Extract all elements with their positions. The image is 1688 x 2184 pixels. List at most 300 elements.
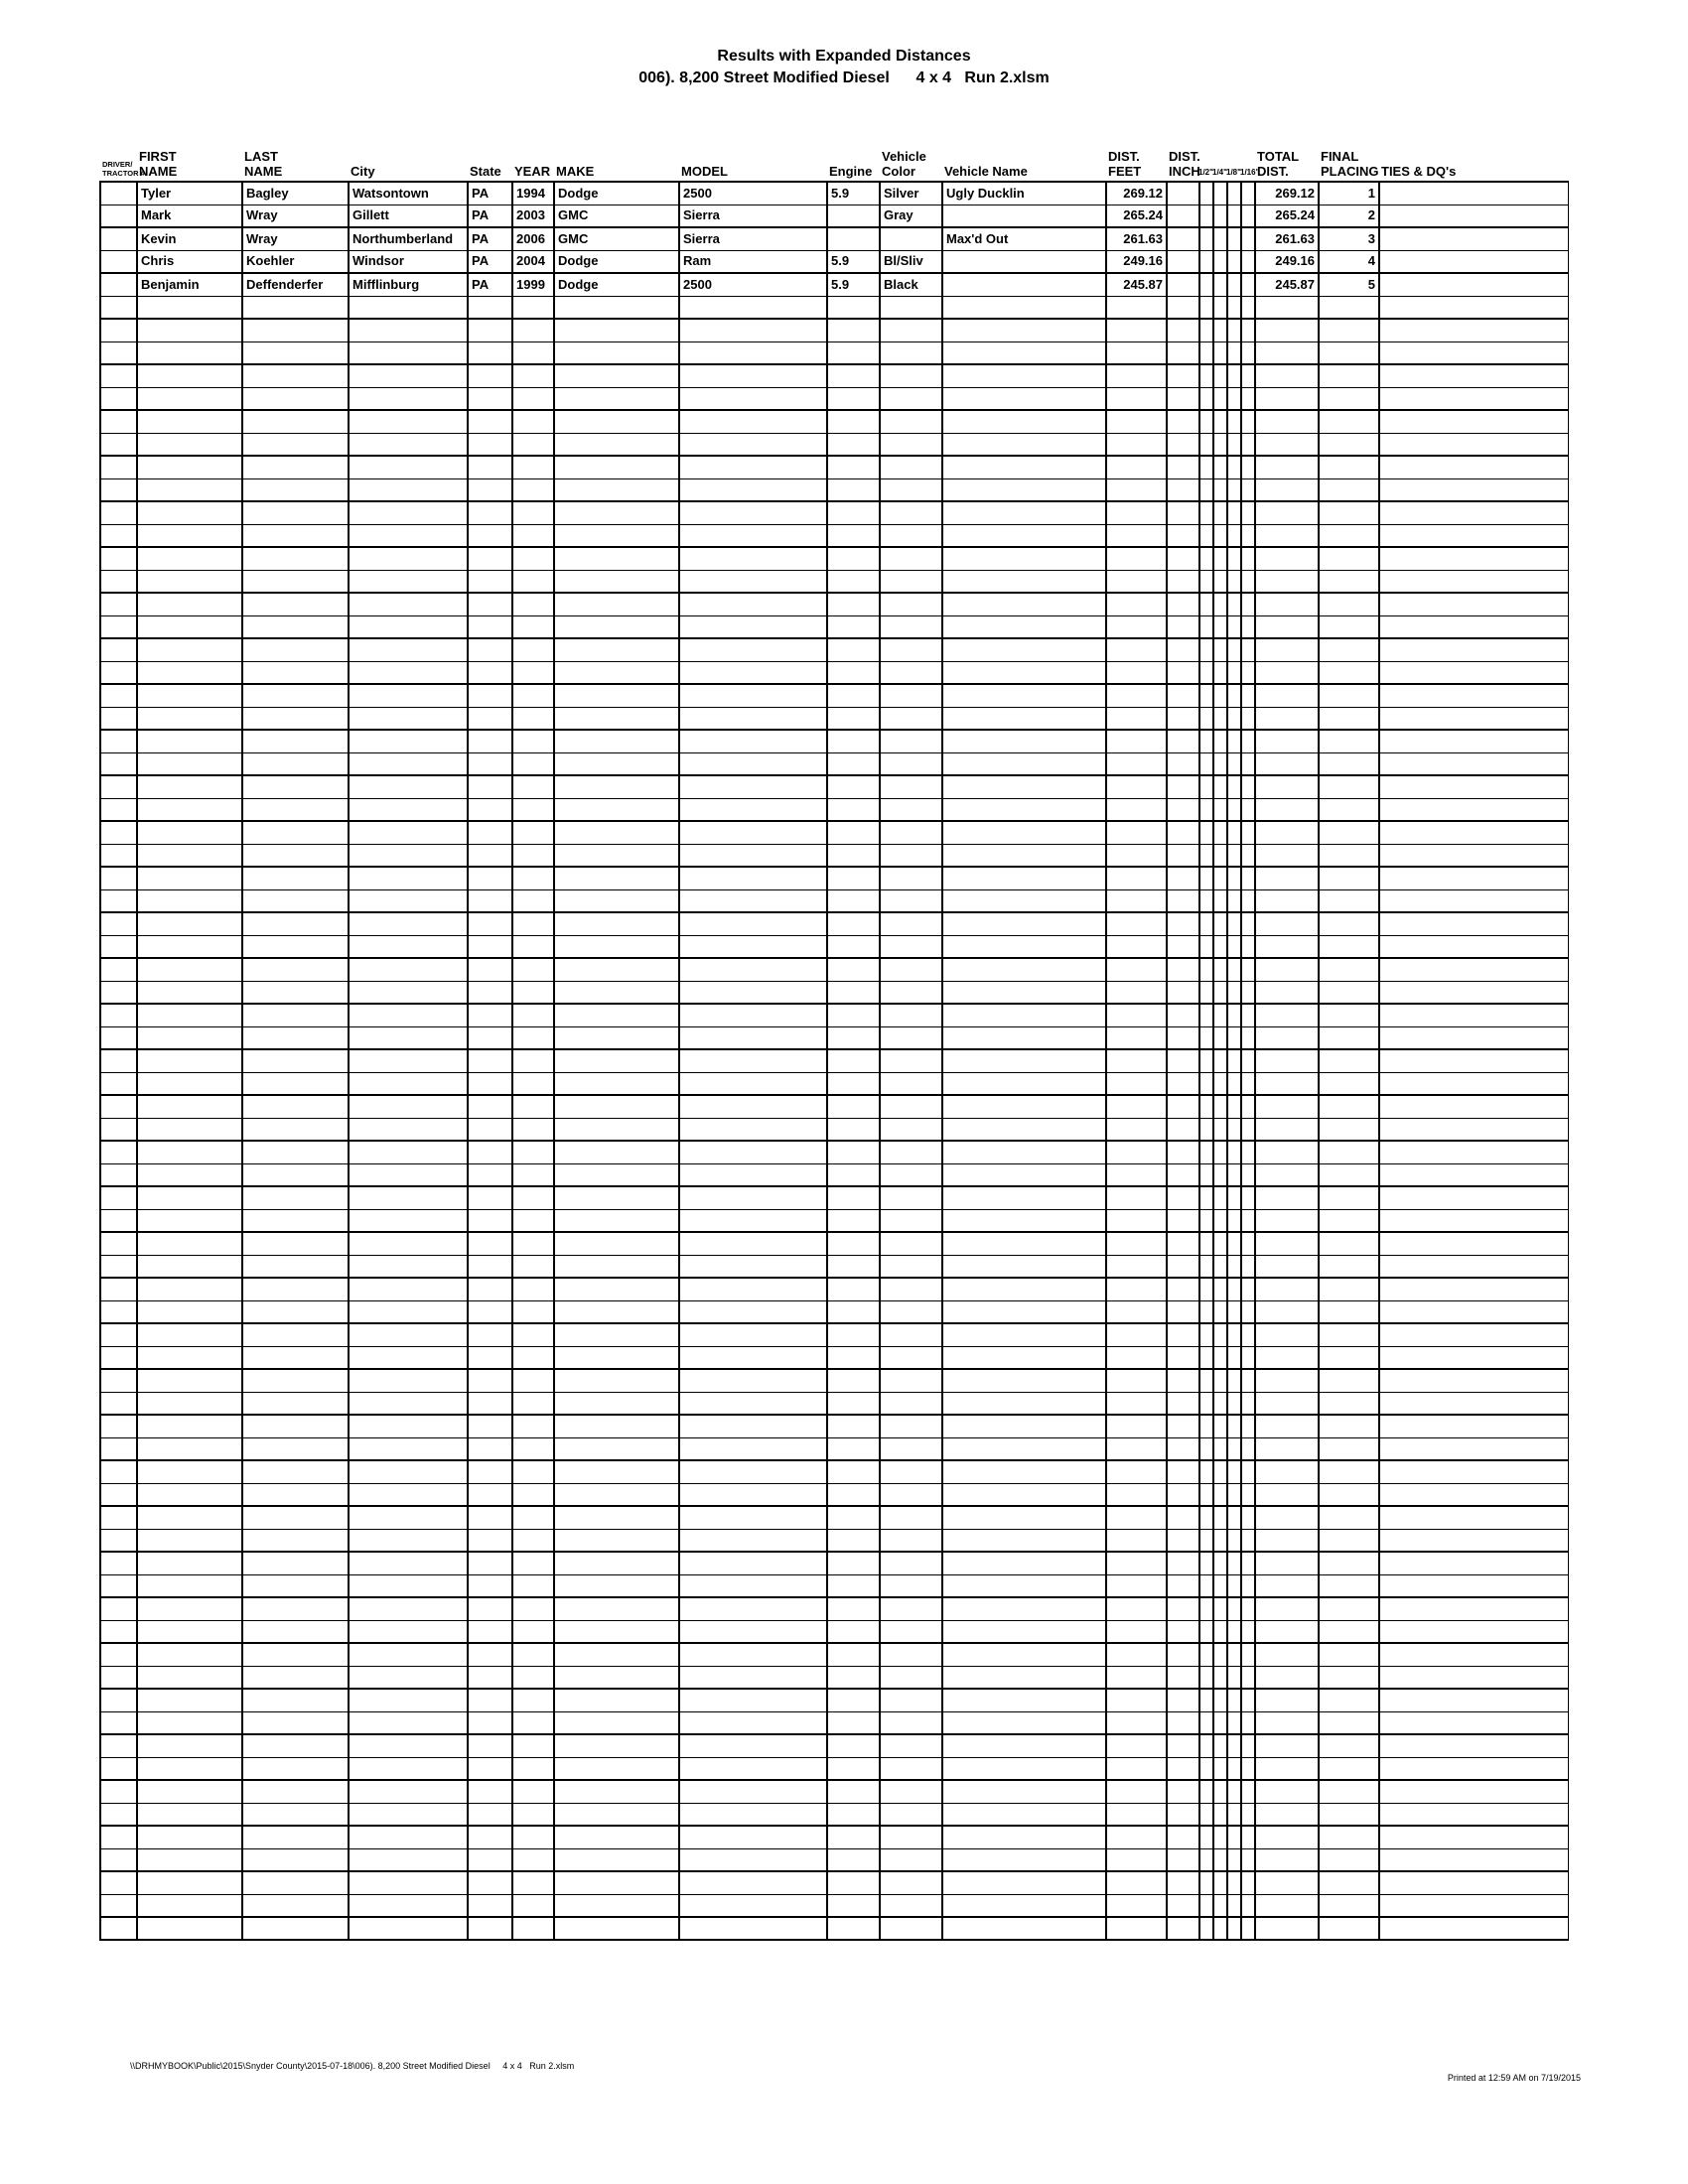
cell-f2: [1199, 661, 1213, 684]
cell-feet: [1106, 1803, 1167, 1826]
cell-state: [468, 547, 512, 570]
column-headers: [99, 133, 1567, 181]
cell-f8: [1227, 775, 1241, 798]
cell-total: [1255, 1734, 1319, 1757]
empty-row: [100, 912, 1568, 935]
cell-engine: [827, 1369, 880, 1392]
cell-year: [512, 1780, 554, 1803]
cell-vname: [942, 1255, 1106, 1278]
cell-vname: [942, 912, 1106, 935]
cell-inch: [1167, 844, 1199, 867]
cell-vname: [942, 1415, 1106, 1437]
empty-row: [100, 889, 1568, 912]
col-header-line2: 1/2": [1198, 168, 1213, 177]
cell-f2: [1199, 752, 1213, 775]
cell-f2: [1199, 296, 1213, 319]
cell-color: [880, 1392, 942, 1415]
cell-vname: [942, 1095, 1106, 1118]
cell-placing: [1319, 1141, 1379, 1163]
cell-color: [880, 730, 942, 752]
cell-state: [468, 752, 512, 775]
cell-tractor: [100, 775, 137, 798]
cell-vname: [942, 364, 1106, 387]
cell-model: [679, 547, 827, 570]
cell-make: [554, 1369, 679, 1392]
cell-color: [880, 912, 942, 935]
empty-row: [100, 410, 1568, 433]
cell-f16: [1241, 1437, 1255, 1460]
cell-total: [1255, 501, 1319, 524]
cell-f2: [1199, 1323, 1213, 1346]
cell-inch: [1167, 1278, 1199, 1300]
cell-year: [512, 1346, 554, 1369]
cell-state: [468, 456, 512, 478]
cell-engine: [827, 547, 880, 570]
cell-tractor: [100, 1826, 137, 1848]
cell-ties: [1379, 387, 1568, 410]
cell-make: [554, 889, 679, 912]
cell-inch: [1167, 1004, 1199, 1026]
cell-f4: [1213, 1460, 1227, 1483]
cell-placing: [1319, 547, 1379, 570]
cell-last: [242, 501, 349, 524]
cell-make: [554, 1323, 679, 1346]
cell-engine: [827, 1049, 880, 1072]
cell-total: [1255, 1415, 1319, 1437]
cell-vname: [942, 1392, 1106, 1415]
cell-model: [679, 1186, 827, 1209]
cell-make: [554, 1004, 679, 1026]
cell-first: [137, 775, 242, 798]
cell-total: [1255, 387, 1319, 410]
cell-vname: [942, 844, 1106, 867]
empty-row: [100, 1917, 1568, 1940]
cell-last: [242, 1689, 349, 1711]
cell-feet: [1106, 1072, 1167, 1095]
cell-engine: [827, 1780, 880, 1803]
cell-make: [554, 1734, 679, 1757]
cell-f8: [1227, 319, 1241, 341]
empty-row: [100, 1460, 1568, 1483]
cell-state: [468, 844, 512, 867]
cell-f16: [1241, 1209, 1255, 1232]
cell-f4: [1213, 547, 1227, 570]
cell-city: [349, 1323, 468, 1346]
cell-city: [349, 1186, 468, 1209]
cell-f2: [1199, 1917, 1213, 1940]
empty-row: [100, 867, 1568, 889]
cell-city: [349, 1506, 468, 1529]
cell-model: Sierra: [679, 227, 827, 250]
cell-model: [679, 1004, 827, 1026]
cell-f2: [1199, 981, 1213, 1004]
cell-year: [512, 1072, 554, 1095]
cell-inch: [1167, 707, 1199, 730]
cell-total: [1255, 547, 1319, 570]
cell-first: [137, 1552, 242, 1574]
cell-placing: [1319, 1049, 1379, 1072]
cell-make: [554, 433, 679, 456]
empty-row: [100, 844, 1568, 867]
cell-make: [554, 547, 679, 570]
cell-ties: [1379, 1255, 1568, 1278]
cell-model: [679, 593, 827, 615]
cell-f16: [1241, 547, 1255, 570]
cell-inch: [1167, 570, 1199, 593]
cell-last: [242, 775, 349, 798]
cell-placing: [1319, 1232, 1379, 1255]
cell-city: [349, 638, 468, 661]
cell-make: [554, 1186, 679, 1209]
cell-tractor: [100, 867, 137, 889]
cell-state: [468, 478, 512, 501]
cell-f16: [1241, 478, 1255, 501]
empty-row: [100, 1734, 1568, 1757]
cell-f8: [1227, 250, 1241, 273]
cell-year: [512, 1552, 554, 1574]
cell-placing: [1319, 433, 1379, 456]
cell-f16: [1241, 250, 1255, 273]
cell-model: [679, 1278, 827, 1300]
cell-placing: [1319, 1437, 1379, 1460]
cell-model: [679, 433, 827, 456]
cell-feet: [1106, 478, 1167, 501]
cell-total: [1255, 1803, 1319, 1826]
col-header-line2: DIST.: [1257, 164, 1289, 179]
cell-inch: [1167, 1392, 1199, 1415]
cell-color: [880, 981, 942, 1004]
cell-vname: [942, 1574, 1106, 1597]
cell-engine: [827, 1529, 880, 1552]
cell-first: [137, 1917, 242, 1940]
cell-tractor: [100, 1780, 137, 1803]
cell-total: 269.12: [1255, 182, 1319, 205]
cell-total: [1255, 1095, 1319, 1118]
col-header-line1: FIRST: [139, 149, 177, 164]
cell-tractor: [100, 752, 137, 775]
empty-row: [100, 1666, 1568, 1689]
cell-state: [468, 1141, 512, 1163]
cell-placing: [1319, 638, 1379, 661]
cell-f16: [1241, 935, 1255, 958]
cell-total: [1255, 775, 1319, 798]
cell-last: [242, 1072, 349, 1095]
col-header-total: [1254, 149, 1318, 181]
cell-last: [242, 1757, 349, 1780]
cell-total: [1255, 1392, 1319, 1415]
cell-first: [137, 1026, 242, 1049]
cell-engine: [827, 1757, 880, 1780]
cell-f2: [1199, 1437, 1213, 1460]
cell-last: [242, 387, 349, 410]
cell-f2: [1199, 707, 1213, 730]
cell-engine: [827, 1711, 880, 1734]
cell-make: [554, 1529, 679, 1552]
cell-year: [512, 661, 554, 684]
cell-state: [468, 1300, 512, 1323]
cell-last: [242, 1894, 349, 1917]
cell-f2: [1199, 1803, 1213, 1826]
cell-city: [349, 1803, 468, 1826]
cell-placing: [1319, 364, 1379, 387]
empty-row: [100, 1437, 1568, 1460]
cell-first: [137, 387, 242, 410]
cell-tractor: [100, 1232, 137, 1255]
cell-last: [242, 752, 349, 775]
cell-color: [880, 387, 942, 410]
cell-f2: [1199, 1620, 1213, 1643]
cell-inch: [1167, 1049, 1199, 1072]
cell-placing: [1319, 1552, 1379, 1574]
cell-city: [349, 341, 468, 364]
cell-color: [880, 867, 942, 889]
cell-inch: [1167, 1118, 1199, 1141]
cell-city: [349, 1871, 468, 1894]
cell-feet: [1106, 1620, 1167, 1643]
cell-year: [512, 364, 554, 387]
cell-make: [554, 1620, 679, 1643]
cell-city: [349, 387, 468, 410]
cell-color: [880, 1871, 942, 1894]
cell-f8: [1227, 935, 1241, 958]
cell-feet: [1106, 1255, 1167, 1278]
cell-first: [137, 1597, 242, 1620]
cell-city: [349, 867, 468, 889]
cell-feet: [1106, 844, 1167, 867]
cell-f4: [1213, 1163, 1227, 1186]
cell-total: 245.87: [1255, 273, 1319, 296]
cell-model: [679, 707, 827, 730]
cell-f4: [1213, 912, 1227, 935]
cell-state: [468, 867, 512, 889]
cell-f8: [1227, 410, 1241, 433]
cell-vname: [942, 1049, 1106, 1072]
cell-state: [468, 889, 512, 912]
cell-city: [349, 1711, 468, 1734]
cell-vname: [942, 1620, 1106, 1643]
cell-tractor: [100, 958, 137, 981]
cell-first: [137, 1483, 242, 1506]
cell-total: [1255, 730, 1319, 752]
cell-vname: [942, 593, 1106, 615]
cell-f2: [1199, 1597, 1213, 1620]
cell-placing: [1319, 1300, 1379, 1323]
cell-city: [349, 1392, 468, 1415]
cell-f2: [1199, 570, 1213, 593]
cell-feet: [1106, 638, 1167, 661]
cell-inch: [1167, 1597, 1199, 1620]
cell-last: [242, 798, 349, 821]
cell-f2: [1199, 1392, 1213, 1415]
cell-make: [554, 478, 679, 501]
cell-ties: [1379, 1049, 1568, 1072]
cell-inch: [1167, 1643, 1199, 1666]
cell-f16: [1241, 889, 1255, 912]
cell-f4: [1213, 227, 1227, 250]
cell-vname: [942, 1483, 1106, 1506]
cell-ties: [1379, 1597, 1568, 1620]
cell-city: [349, 1917, 468, 1940]
cell-color: [880, 1255, 942, 1278]
cell-f4: [1213, 433, 1227, 456]
empty-row: [100, 570, 1568, 593]
cell-total: [1255, 1460, 1319, 1483]
cell-state: [468, 1072, 512, 1095]
cell-f8: [1227, 1689, 1241, 1711]
cell-f2: [1199, 319, 1213, 341]
cell-f8: [1227, 296, 1241, 319]
cell-first: [137, 889, 242, 912]
cell-first: [137, 296, 242, 319]
cell-first: [137, 707, 242, 730]
cell-total: [1255, 1118, 1319, 1141]
cell-ties: [1379, 889, 1568, 912]
cell-last: [242, 593, 349, 615]
cell-state: [468, 1711, 512, 1734]
cell-state: [468, 912, 512, 935]
cell-model: [679, 935, 827, 958]
cell-state: [468, 1346, 512, 1369]
cell-first: Mark: [137, 205, 242, 227]
cell-engine: [827, 1392, 880, 1415]
cell-total: [1255, 1300, 1319, 1323]
cell-model: [679, 1049, 827, 1072]
cell-engine: [827, 1163, 880, 1186]
cell-total: [1255, 1437, 1319, 1460]
cell-year: [512, 638, 554, 661]
cell-total: [1255, 1780, 1319, 1803]
cell-state: [468, 1483, 512, 1506]
cell-color: [880, 661, 942, 684]
cell-f8: [1227, 1917, 1241, 1940]
cell-tractor: [100, 341, 137, 364]
result-row: [100, 227, 1568, 250]
cell-f4: [1213, 1300, 1227, 1323]
cell-ties: [1379, 1026, 1568, 1049]
cell-ties: [1379, 478, 1568, 501]
cell-ties: [1379, 1666, 1568, 1689]
cell-feet: [1106, 410, 1167, 433]
cell-f4: [1213, 638, 1227, 661]
cell-f4: [1213, 1415, 1227, 1437]
cell-color: [880, 1483, 942, 1506]
cell-year: [512, 524, 554, 547]
cell-feet: [1106, 730, 1167, 752]
cell-tractor: [100, 1415, 137, 1437]
empty-row: [100, 501, 1568, 524]
cell-f4: [1213, 889, 1227, 912]
cell-state: [468, 1917, 512, 1940]
cell-vname: [942, 547, 1106, 570]
cell-vname: [942, 1826, 1106, 1848]
cell-f16: [1241, 1004, 1255, 1026]
cell-f16: [1241, 1300, 1255, 1323]
empty-row: [100, 524, 1568, 547]
cell-city: [349, 1734, 468, 1757]
cell-first: [137, 1255, 242, 1278]
cell-placing: 2: [1319, 205, 1379, 227]
cell-placing: [1319, 501, 1379, 524]
cell-ties: [1379, 798, 1568, 821]
cell-f2: [1199, 341, 1213, 364]
cell-f4: [1213, 1323, 1227, 1346]
cell-first: [137, 1437, 242, 1460]
result-row: [100, 182, 1568, 205]
cell-last: [242, 570, 349, 593]
cell-first: [137, 1049, 242, 1072]
cell-color: [880, 1757, 942, 1780]
cell-year: 1999: [512, 273, 554, 296]
cell-state: [468, 775, 512, 798]
cell-color: Bl/Sliv: [880, 250, 942, 273]
cell-engine: [827, 752, 880, 775]
cell-make: [554, 1346, 679, 1369]
cell-year: [512, 1163, 554, 1186]
cell-f4: [1213, 1004, 1227, 1026]
cell-f4: [1213, 319, 1227, 341]
cell-last: [242, 1004, 349, 1026]
cell-feet: [1106, 1643, 1167, 1666]
cell-model: [679, 1209, 827, 1232]
cell-ties: [1379, 867, 1568, 889]
cell-model: [679, 1552, 827, 1574]
cell-state: [468, 1209, 512, 1232]
cell-engine: [827, 478, 880, 501]
cell-first: [137, 1392, 242, 1415]
cell-city: [349, 844, 468, 867]
cell-feet: [1106, 296, 1167, 319]
cell-f4: [1213, 1529, 1227, 1552]
cell-inch: [1167, 433, 1199, 456]
cell-inch: [1167, 1232, 1199, 1255]
cell-f16: [1241, 227, 1255, 250]
col-header-line2: MAKE: [556, 164, 595, 179]
cell-year: [512, 433, 554, 456]
cell-f16: [1241, 1894, 1255, 1917]
cell-vname: [942, 410, 1106, 433]
empty-row: [100, 1323, 1568, 1346]
cell-inch: [1167, 1757, 1199, 1780]
cell-f16: [1241, 433, 1255, 456]
cell-model: [679, 958, 827, 981]
cell-first: [137, 958, 242, 981]
cell-f2: [1199, 798, 1213, 821]
cell-placing: [1319, 1871, 1379, 1894]
cell-f16: [1241, 1163, 1255, 1186]
cell-inch: [1167, 1369, 1199, 1392]
cell-f2: [1199, 1643, 1213, 1666]
cell-f4: [1213, 615, 1227, 638]
cell-f2: [1199, 182, 1213, 205]
cell-color: [880, 1095, 942, 1118]
cell-engine: [827, 456, 880, 478]
cell-state: [468, 1255, 512, 1278]
cell-make: [554, 958, 679, 981]
cell-tractor: [100, 935, 137, 958]
cell-model: [679, 798, 827, 821]
cell-city: [349, 1300, 468, 1323]
cell-feet: [1106, 341, 1167, 364]
cell-state: [468, 1026, 512, 1049]
cell-feet: [1106, 1300, 1167, 1323]
cell-ties: [1379, 981, 1568, 1004]
cell-make: [554, 1095, 679, 1118]
col-header-line2: PLACING: [1321, 164, 1379, 179]
cell-last: [242, 1780, 349, 1803]
cell-tractor: [100, 205, 137, 227]
empty-row: [100, 1803, 1568, 1826]
cell-tractor: [100, 364, 137, 387]
